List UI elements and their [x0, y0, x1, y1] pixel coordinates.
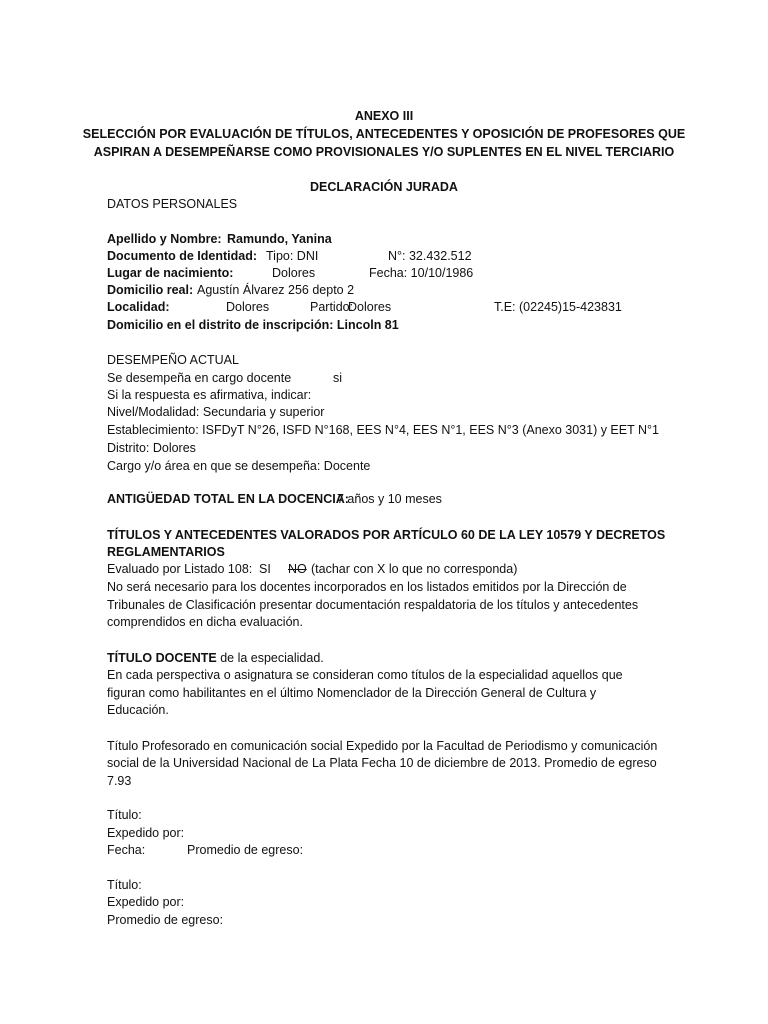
- form1-issued-label: Expedido por:: [107, 826, 185, 840]
- teaching-title-desc-line1: En cada perspectiva o asignatura se consideran como títulos de la especialidad aquellos que: [107, 668, 623, 682]
- district-label: Partido:: [310, 300, 354, 314]
- teaching-title-desc-line3: Educación.: [107, 703, 169, 717]
- seniority-value: 7 años y 10 meses: [337, 492, 442, 506]
- titles-heading-line2: REGLAMENTARIOS: [107, 545, 225, 559]
- if-yes-text: Si la respuesta es afirmativa, indicar:: [107, 388, 312, 402]
- level-text: Nivel/Modalidad: Secundaria y superior: [107, 405, 325, 419]
- teaching-title-heading: [107, 650, 324, 667]
- id-number: N°: 32.432.512: [388, 249, 472, 263]
- seniority-label: ANTIGÜEDAD TOTAL EN LA DOCENCIA:: [107, 492, 349, 506]
- id-type: Tipo: DNI: [266, 249, 319, 263]
- establishment-text: Establecimiento: ISFDyT N°26, ISFD N°168, EES N°4, EES N°1, EES N°3 (Anexo 3031) y EET N°1: [107, 423, 659, 437]
- note-line1: No será necesario para los docentes incorporados en los listados emitidos por la Dirección de: [107, 580, 627, 594]
- locality-value: Dolores: [226, 300, 270, 314]
- name-value: Ramundo, Yanina: [227, 232, 332, 246]
- note-line3: comprendidos en dicha evaluación.: [107, 615, 303, 629]
- teaching-title-desc-line2: figuran como habilitantes en el último Nomenclador de la Dirección General de Cultura y: [107, 686, 597, 700]
- district-text: Distrito: Dolores: [107, 441, 196, 455]
- title-entry-line2: social de la Universidad Nacional de La Plata Fecha 10 de diciembre de 2013. Promedio de egreso: [107, 756, 657, 770]
- form1-average-label: Promedio de egreso:: [187, 843, 304, 857]
- current-heading: DESEMPEÑO ACTUAL: [107, 353, 239, 367]
- form2-title-label: Título:: [107, 878, 142, 892]
- district-value: Dolores: [348, 300, 392, 314]
- name-label: Apellido y Nombre:: [107, 232, 222, 246]
- personal-data-heading: DATOS PERSONALES: [107, 197, 238, 211]
- evaluated-label: Evaluado por Listado 108:: [107, 562, 253, 576]
- form1-title-label: Título:: [107, 808, 142, 822]
- teaching-label: Se desempeña en cargo docente: [107, 371, 292, 385]
- form2-issued-label: Expedido por:: [107, 895, 185, 909]
- title-entry-line3: 7.93: [107, 774, 132, 788]
- teaching-title-heading-rest: de la especialidad.: [216, 651, 324, 665]
- role-text: Cargo y/o área en que se desempeña: Docente: [107, 459, 371, 473]
- document-title-line1: SELECCIÓN POR EVALUACIÓN DE TÍTULOS, ANTECEDENTES Y OPOSICIÓN DE PROFESORES QUE: [82, 127, 686, 141]
- birthplace-value: Dolores: [272, 266, 316, 280]
- form2-average-label: Promedio de egreso:: [107, 913, 224, 927]
- form1-date-label: Fecha:: [107, 843, 146, 857]
- address-value: Agustín Álvarez 256 depto 2: [197, 283, 355, 297]
- locality-label: Localidad:: [107, 300, 170, 314]
- evaluated-yes: SI: [259, 562, 271, 576]
- phone: T.E: (02245)15-423831: [494, 300, 622, 314]
- teaching-value: si: [333, 371, 343, 385]
- inscription-address: Domicilio en el distrito de inscripción: Lincoln 81: [107, 318, 399, 332]
- declaration-title: DECLARACIÓN JURADA: [310, 180, 458, 194]
- address-label: Domicilio real:: [107, 283, 194, 297]
- annex-title: ANEXO III: [354, 109, 414, 123]
- title-entry-line1: Título Profesorado en comunicación social Expedido por la Facultad de Periodismo y comunicación: [107, 739, 658, 753]
- birthplace-label: Lugar de nacimiento:: [107, 266, 234, 280]
- strike-instruction: (tachar con X lo que no corresponda): [311, 562, 518, 576]
- titles-heading-line1: TÍTULOS Y ANTECEDENTES VALORADOS POR ARTÍCULO 60 DE LA LEY 10579 Y DECRETOS: [107, 528, 666, 542]
- id-label: Documento de Identidad:: [107, 249, 257, 263]
- birthdate: Fecha: 10/10/1986: [369, 266, 474, 280]
- document-title-line2: ASPIRAN A DESEMPEÑARSE COMO PROVISIONALES Y/O SUPLENTES EN EL NIVEL TERCIARIO: [93, 145, 675, 159]
- teaching-title-heading-bold: TÍTULO DOCENTE: [107, 651, 217, 665]
- note-line2: Tribunales de Clasificación presentar documentación respaldatoria de los títulos y antecedentes: [107, 598, 639, 612]
- evaluated-no-struck: NO: [288, 562, 307, 576]
